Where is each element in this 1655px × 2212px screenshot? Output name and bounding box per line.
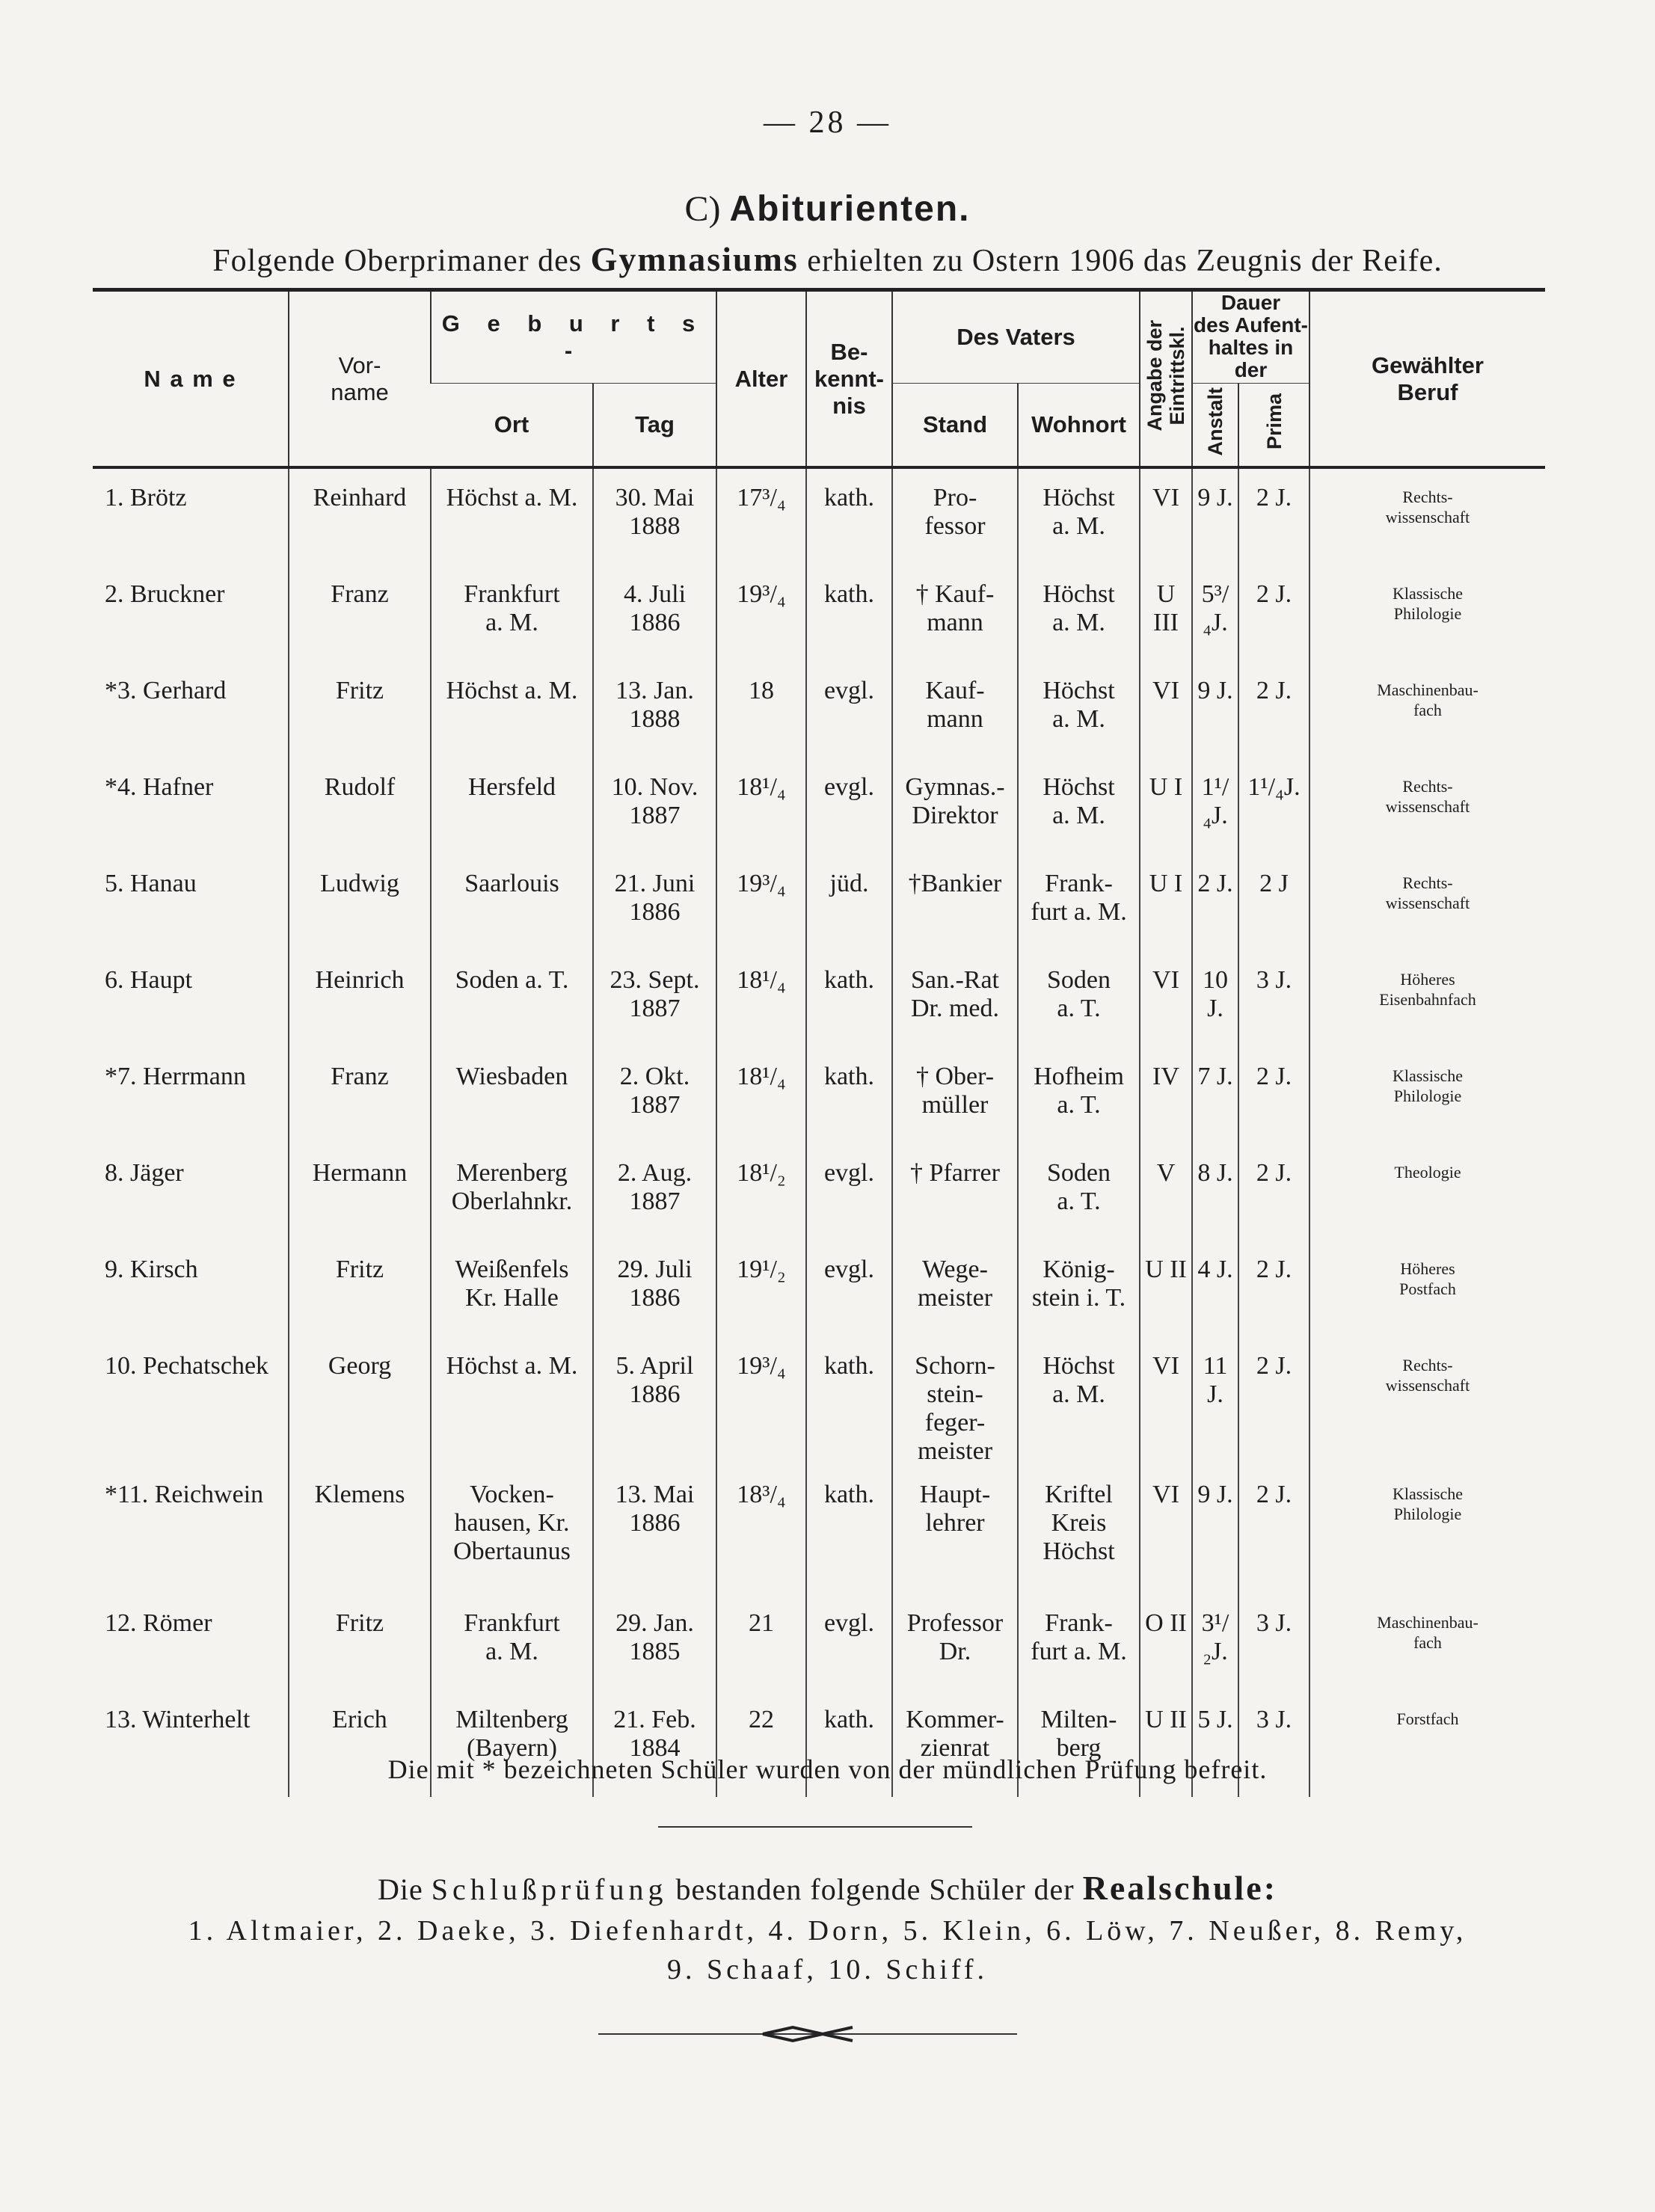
cell-bekenntnis: kath. — [806, 467, 892, 565]
cell-stand: Kauf- mann — [892, 662, 1018, 758]
cell-vorname: Fritz — [289, 1241, 431, 1337]
cell-name: *3. Gerhard — [105, 677, 227, 704]
cell-name: 10. Pechatschek — [105, 1352, 269, 1380]
cell-prima: 1¹/₄J. — [1238, 758, 1309, 855]
table-row — [93, 758, 1545, 855]
cell-vorname: Georg — [289, 1337, 431, 1466]
cell-name: *4. Hafner — [105, 773, 214, 801]
cell-eintrittsklasse: V — [1140, 1144, 1192, 1241]
cell-stand: † Ober- müller — [892, 1048, 1018, 1144]
cell-tag: 21. Feb. 1884 — [593, 1691, 716, 1797]
header-geburts-label: G e b u r t s - — [441, 310, 706, 363]
cell-stand: Gymnas.- Direktor — [892, 758, 1018, 855]
cell-tag: 5. April 1886 — [593, 1337, 716, 1466]
footnote: Die mit * bezeichneten Schüler wurden von der mündlichen Prüfung befreit. — [387, 1754, 1268, 1784]
cell-prima: 2 J. — [1238, 565, 1309, 662]
cell-wohnort: Frank- furt a. M. — [1018, 855, 1140, 951]
realschule-school: Realschule: — [1082, 1869, 1278, 1907]
divider-line — [658, 1826, 972, 1828]
cell-beruf: Rechts- wissenschaft — [1309, 855, 1545, 951]
header-anstalt — [1192, 384, 1238, 468]
header-tag: Tag — [593, 384, 716, 468]
section-prefix: C) — [684, 189, 721, 229]
cell-beruf: Rechts- wissenschaft — [1309, 1337, 1545, 1466]
cell-name: *7. Herrmann — [105, 1063, 246, 1090]
cell-wohnort: Frank- furt a. M. — [1018, 1594, 1140, 1691]
cell-alter: 18¹/₄ — [716, 1048, 806, 1144]
cell-prima: 2 J. — [1238, 1337, 1309, 1466]
cell-stand: San.-Rat Dr. med. — [892, 951, 1018, 1048]
cell-tag: 30. Mai 1888 — [593, 467, 716, 565]
cell-beruf: Klassische Philologie — [1309, 1466, 1545, 1594]
cell-prima: 2 J — [1238, 855, 1309, 951]
cell-vorname: Franz — [289, 1048, 431, 1144]
cell-prima: 3 J. — [1238, 1594, 1309, 1691]
cell-beruf: Höheres Postfach — [1309, 1241, 1545, 1337]
cell-prima: 2 J. — [1238, 1241, 1309, 1337]
cell-stand: Kommer- zienrat — [892, 1691, 1018, 1797]
cell-vorname: Hermann — [289, 1144, 431, 1241]
cell-alter: 17³/₄ — [716, 467, 806, 565]
cell-vorname: Fritz — [289, 662, 431, 758]
cell-wohnort: Soden a. T. — [1018, 1144, 1140, 1241]
cell-ort: Soden a. T. — [431, 951, 593, 1048]
cell-wohnort: Höchst a. M. — [1018, 758, 1140, 855]
cell-ort: Saarlouis — [431, 855, 593, 951]
table-row — [93, 1594, 1545, 1691]
cell-eintrittsklasse: U I — [1140, 758, 1192, 855]
cell-vorname: Klemens — [289, 1466, 431, 1594]
cell-ort: Hersfeld — [431, 758, 593, 855]
cell-anstalt: 5 J. — [1192, 1691, 1238, 1797]
cell-name: 1. Brötz — [105, 484, 187, 511]
cell-stand: Professor Dr. — [892, 1594, 1018, 1691]
cell-anstalt: 9 J. — [1192, 467, 1238, 565]
cell-bekenntnis: kath. — [806, 951, 892, 1048]
cell-beruf: Rechts- wissenschaft — [1309, 758, 1545, 855]
realschule-names-line2: 9. Schaaf, 10. Schiff. — [666, 1954, 989, 1985]
cell-ort: Höchst a. M. — [431, 467, 593, 565]
cell-anstalt: 4 J. — [1192, 1241, 1238, 1337]
header-beruf: Gewählter Beruf — [1309, 290, 1545, 468]
cell-vorname: Rudolf — [289, 758, 431, 855]
cell-bekenntnis: kath. — [806, 1466, 892, 1594]
cell-alter: 18¹/₂ — [716, 1144, 806, 1241]
section-title — [0, 188, 1655, 230]
cell-beruf: Maschinenbau- fach — [1309, 1594, 1545, 1691]
cell-name: 13. Winterhelt — [105, 1706, 251, 1733]
cell-tag: 10. Nov. 1887 — [593, 758, 716, 855]
cell-alter: 19³/₄ — [716, 565, 806, 662]
cell-beruf: Forstfach — [1309, 1691, 1545, 1797]
cell-alter: 18 — [716, 662, 806, 758]
cell-name: 5. Hanau — [105, 870, 197, 897]
cell-eintrittsklasse: IV — [1140, 1048, 1192, 1144]
header-eintritt — [1140, 290, 1192, 468]
cell-ort: Miltenberg (Bayern) — [431, 1691, 593, 1797]
header-dauer-label: Dauer des Aufent- haltes in der — [1194, 291, 1308, 381]
cell-vorname: Franz — [289, 565, 431, 662]
table-row — [93, 1241, 1545, 1337]
cell-anstalt: 11 J. — [1192, 1337, 1238, 1466]
cell-ort: Wiesbaden — [431, 1048, 593, 1144]
cell-prima: 2 J. — [1238, 1048, 1309, 1144]
cell-stand: Pro- fessor — [892, 467, 1018, 565]
cell-wohnort: Höchst a. M. — [1018, 565, 1140, 662]
table-row — [93, 1048, 1545, 1144]
cell-eintrittsklasse: VI — [1140, 1337, 1192, 1466]
cell-anstalt: 9 J. — [1192, 1466, 1238, 1594]
cell-tag: 4. Juli 1886 — [593, 565, 716, 662]
table-row — [93, 662, 1545, 758]
cell-anstalt: 5³/₄J. — [1192, 565, 1238, 662]
cell-vorname: Heinrich — [289, 951, 431, 1048]
cell-bekenntnis: kath. — [806, 1048, 892, 1144]
subtitle-part2: erhielten zu Ostern 1906 das Zeugnis der Reife. — [807, 244, 1443, 278]
cell-beruf: Theologie — [1309, 1144, 1545, 1241]
cell-stand: † Pfarrer — [892, 1144, 1018, 1241]
ornament-divider — [598, 2023, 1017, 2045]
table-row — [93, 1144, 1545, 1241]
cell-eintrittsklasse: VI — [1140, 1466, 1192, 1594]
table-row — [93, 467, 1545, 565]
cell-wohnort: König- stein i. T. — [1018, 1241, 1140, 1337]
table-row — [93, 565, 1545, 662]
cell-ort: Vocken- hausen, Kr. Obertaunus — [431, 1466, 593, 1594]
cell-eintrittsklasse: U II — [1140, 1691, 1192, 1797]
header-prima — [1238, 384, 1309, 468]
cell-name: 12. Römer — [105, 1609, 212, 1637]
cell-eintrittsklasse: U III — [1140, 565, 1192, 662]
cell-beruf: Klassische Philologie — [1309, 1048, 1545, 1144]
cell-vorname: Reinhard — [289, 467, 431, 565]
cell-tag: 2. Aug. 1887 — [593, 1144, 716, 1241]
cell-prima: 3 J. — [1238, 1691, 1309, 1797]
cell-wohnort: Höchst a. M. — [1018, 1337, 1140, 1466]
cell-tag: 13. Mai 1886 — [593, 1466, 716, 1594]
header-name: N a m e — [93, 290, 289, 468]
cell-prima: 2 J. — [1238, 662, 1309, 758]
cell-beruf: Rechts- wissenschaft — [1309, 467, 1545, 565]
subtitle-part1: Folgende Oberprimaner des — [212, 244, 583, 278]
header-ort: Ort — [431, 384, 593, 468]
abiturienten-table — [93, 288, 1545, 1797]
header-vorname: Vor- name — [289, 290, 431, 468]
cell-beruf: Höheres Eisenbahnfach — [1309, 951, 1545, 1048]
cell-wohnort: Kriftel Kreis Höchst — [1018, 1466, 1140, 1594]
cell-vorname: Erich — [289, 1691, 431, 1797]
cell-alter: 21 — [716, 1594, 806, 1691]
cell-prima: 2 J. — [1238, 467, 1309, 565]
header-des-vaters: Des Vaters — [892, 290, 1140, 384]
cell-wohnort: Milten- berg — [1018, 1691, 1140, 1797]
cell-ort: Merenberg Oberlahnkr. — [431, 1144, 593, 1241]
cell-tag: 2. Okt. 1887 — [593, 1048, 716, 1144]
cell-alter: 18¹/₄ — [716, 951, 806, 1048]
cell-beruf: Maschinenbau- fach — [1309, 662, 1545, 758]
cell-beruf: Klassische Philologie — [1309, 565, 1545, 662]
cell-anstalt: 9 J. — [1192, 662, 1238, 758]
cell-tag: 29. Jan. 1885 — [593, 1594, 716, 1691]
header-bekenntnis: Be- kennt- nis — [806, 290, 892, 468]
realschule-names-line1: 1. Altmaier, 2. Daeke, 3. Diefenhardt, 4. Dorn, 5. Klein, 6. Löw, 7. Neußer, 8. Remy, — [188, 1915, 1467, 1947]
cell-name: *11. Reichwein — [105, 1481, 264, 1508]
cell-alter: 19¹/₂ — [716, 1241, 806, 1337]
cell-ort: Frankfurt a. M. — [431, 1594, 593, 1691]
cell-tag: 23. Sept. 1887 — [593, 951, 716, 1048]
table-row — [93, 951, 1545, 1048]
cell-alter: 18¹/₄ — [716, 758, 806, 855]
header-geburts — [431, 290, 716, 384]
cell-tag: 21. Juni 1886 — [593, 855, 716, 951]
cell-tag: 13. Jan. 1888 — [593, 662, 716, 758]
cell-anstalt: 10 J. — [1192, 951, 1238, 1048]
cell-alter: 22 — [716, 1691, 806, 1797]
cell-ort: Frankfurt a. M. — [431, 565, 593, 662]
header-anstalt-label: Anstalt — [1204, 387, 1226, 456]
cell-vorname: Fritz — [289, 1594, 431, 1691]
cell-bekenntnis: jüd. — [806, 855, 892, 951]
cell-stand: Schorn- stein- feger- meister — [892, 1337, 1018, 1466]
cell-name: 9. Kirsch — [105, 1256, 198, 1283]
cell-anstalt: 2 J. — [1192, 855, 1238, 951]
cell-tag: 29. Juli 1886 — [593, 1241, 716, 1337]
cell-bekenntnis: kath. — [806, 565, 892, 662]
realschule-intro — [0, 1868, 1655, 1908]
cell-vorname: Ludwig — [289, 855, 431, 951]
cell-ort: Höchst a. M. — [431, 662, 593, 758]
cell-name: 2. Bruckner — [105, 580, 225, 608]
cell-wohnort: Hofheim a. T. — [1018, 1048, 1140, 1144]
cell-stand: † Kauf- mann — [892, 565, 1018, 662]
realschule-part1: Die — [377, 1872, 423, 1906]
cell-eintrittsklasse: VI — [1140, 951, 1192, 1048]
header-prima-label: Prima — [1262, 393, 1286, 450]
cell-wohnort: Höchst a. M. — [1018, 662, 1140, 758]
cell-stand: †Bankier — [892, 855, 1018, 951]
header-dauer — [1192, 290, 1309, 384]
cell-eintrittsklasse: U I — [1140, 855, 1192, 951]
cell-prima: 2 J. — [1238, 1466, 1309, 1594]
header-alter: Alter — [716, 290, 806, 468]
cell-anstalt: 3¹/₂J. — [1192, 1594, 1238, 1691]
cell-prima: 2 J. — [1238, 1144, 1309, 1241]
cell-anstalt: 7 J. — [1192, 1048, 1238, 1144]
cell-anstalt: 1¹/₄J. — [1192, 758, 1238, 855]
subtitle — [0, 239, 1655, 279]
cell-wohnort: Soden a. T. — [1018, 951, 1140, 1048]
cell-eintrittsklasse: U II — [1140, 1241, 1192, 1337]
section-heading: Abiturienten. — [729, 189, 971, 229]
cell-bekenntnis: evgl. — [806, 662, 892, 758]
realschule-part2: bestanden folgende Schüler der — [675, 1872, 1075, 1906]
cell-name: 6. Haupt — [105, 966, 193, 994]
subtitle-school: Gymnasiums — [590, 240, 799, 278]
header-stand: Stand — [892, 384, 1018, 468]
cell-bekenntnis: evgl. — [806, 758, 892, 855]
page-number: — 28 — — [764, 105, 891, 140]
cell-stand: Haupt- lehrer — [892, 1466, 1018, 1594]
header-row — [93, 290, 1545, 384]
cell-bekenntnis: evgl. — [806, 1144, 892, 1241]
cell-bekenntnis: kath. — [806, 1691, 892, 1797]
cell-prima: 3 J. — [1238, 951, 1309, 1048]
table-body — [93, 467, 1545, 1797]
cell-name: 8. Jäger — [105, 1159, 184, 1187]
realschule-word: Schlußprüfung — [431, 1872, 668, 1906]
header-eintritt-label: Angabe der Eintrittskl. — [1143, 320, 1188, 431]
cell-alter: 18³/₄ — [716, 1466, 806, 1594]
cell-eintrittsklasse: VI — [1140, 467, 1192, 565]
cell-eintrittsklasse: O II — [1140, 1594, 1192, 1691]
cell-ort: Weißenfels Kr. Halle — [431, 1241, 593, 1337]
cell-alter: 19³/₄ — [716, 1337, 806, 1466]
cell-bekenntnis: evgl. — [806, 1594, 892, 1691]
cell-bekenntnis: kath. — [806, 1337, 892, 1466]
cell-wohnort: Höchst a. M. — [1018, 467, 1140, 565]
table-row — [93, 855, 1545, 951]
header-wohnort: Wohnort — [1018, 384, 1140, 468]
table-row — [93, 1466, 1545, 1594]
cell-bekenntnis: evgl. — [806, 1241, 892, 1337]
table-row — [93, 1337, 1545, 1466]
cell-stand: Wege- meister — [892, 1241, 1018, 1337]
cell-alter: 19³/₄ — [716, 855, 806, 951]
cell-anstalt: 8 J. — [1192, 1144, 1238, 1241]
cell-ort: Höchst a. M. — [431, 1337, 593, 1466]
cell-eintrittsklasse: VI — [1140, 662, 1192, 758]
